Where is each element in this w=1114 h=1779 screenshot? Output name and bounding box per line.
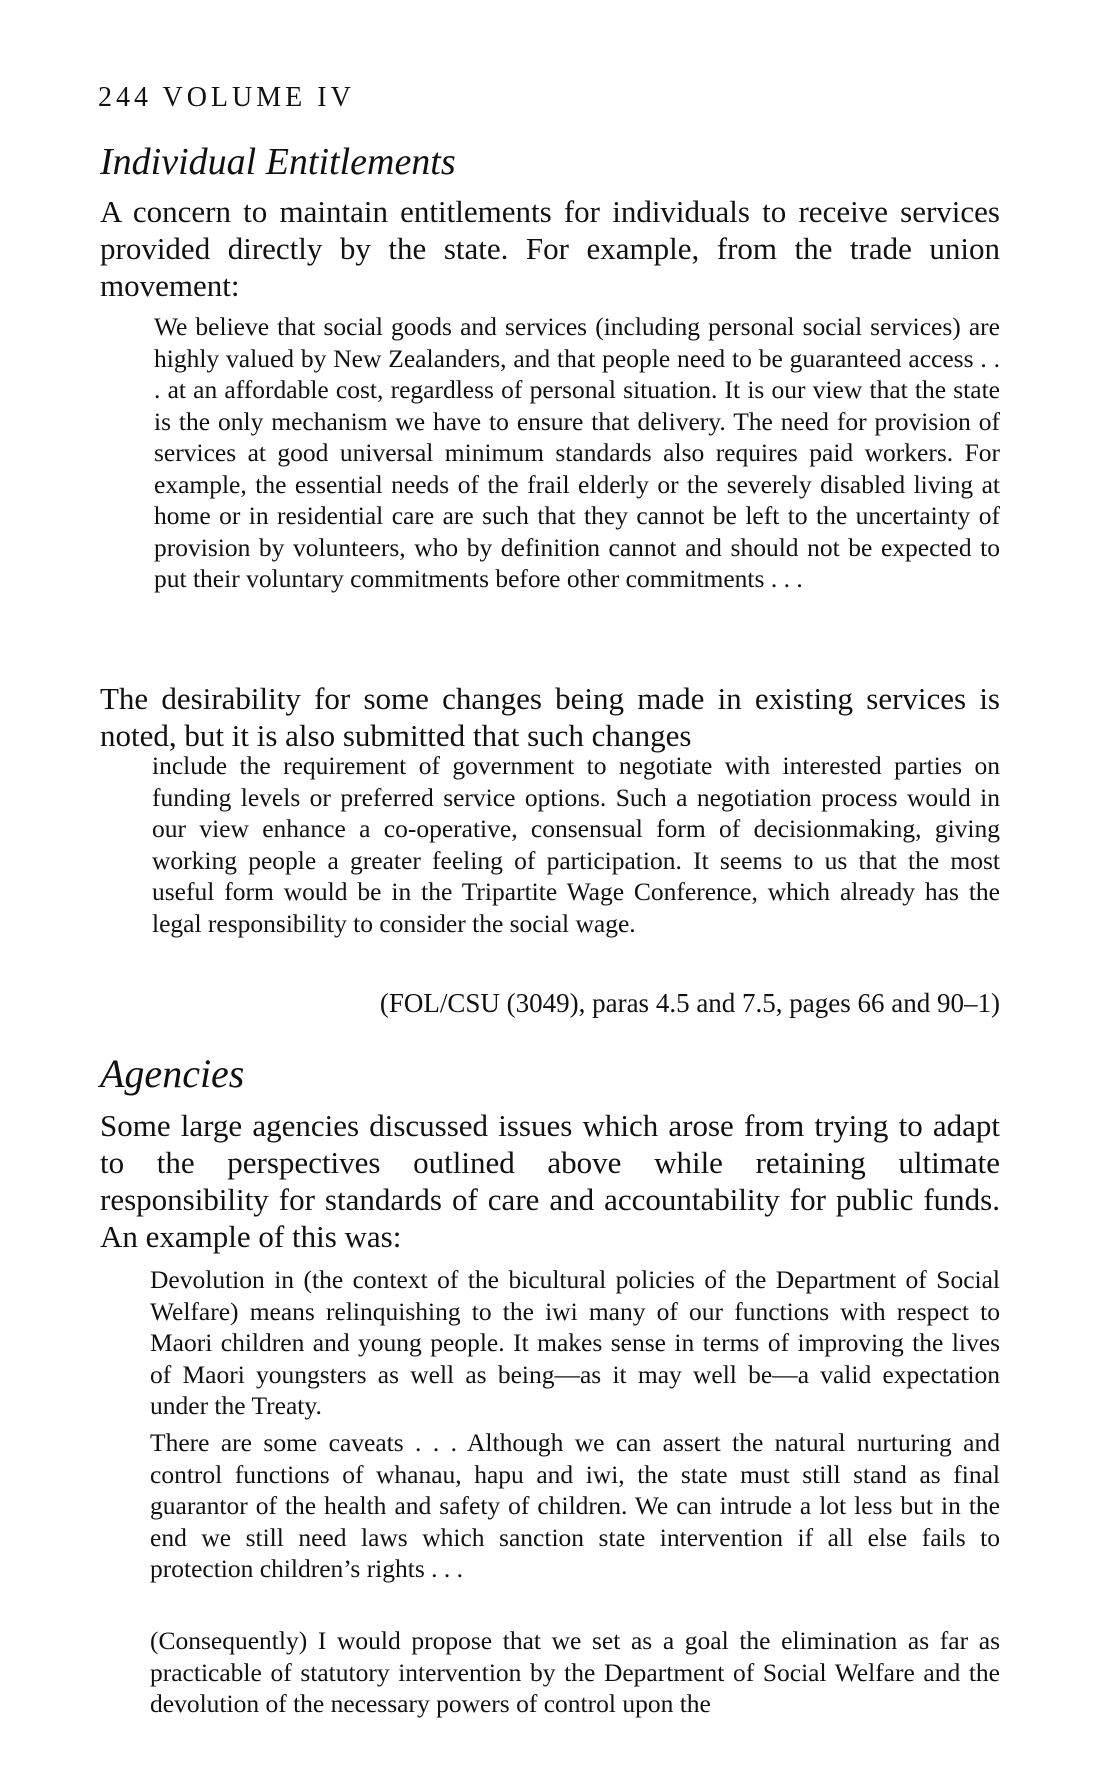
body-paragraph-entitlements-intro: A concern to maintain entitlements for individuals to receive services provided directly by the state. For example, from the trade union movement: [100, 194, 1000, 303]
block-quote-devolution: Devolution in (the context of the bicultural policies of the Department of Social Welfare) means relinquishing to the iwi many of our functions with respect to Maori children and young people. It makes sense in terms of improving the lives of Maori youngsters as well as being—as it may well be—a valid expectation under the Treaty. [150, 1265, 1000, 1420]
section-heading-individual-entitlements: Individual Entitlements [100, 141, 456, 183]
section-heading-agencies: Agencies [100, 1051, 245, 1096]
citation: (FOL/CSU (3049), paras 4.5 and 7.5, pages 66 and 90–1) [379, 988, 1000, 1018]
body-paragraph-changes: The desirability for some changes being made in existing services is noted, but it is also submitted that such changes [100, 681, 1000, 753]
body-paragraph-agencies-intro: Some large agencies discussed issues which arose from trying to adapt to the perspectives outlined above while retaining ultimate responsibility for standards of care and accountability for public funds. An example of this was: [100, 1108, 1000, 1254]
page-header: 244 VOLUME IV [98, 82, 355, 113]
block-quote-consequently: (Consequently) I would propose that we set as a goal the elimination as far as practicable of statutory intervention by the Department of Social Welfare and the devolution of the necessary powers of control upon the [150, 1626, 1000, 1718]
block-quote-negotiation: include the requirement of government to negotiate with interested parties on funding levels or preferred service options. Such a negotiation process would in our view enhance a co-operative, consensual form of decisionmaking, giving working people a greater feeling of participation. It seems to us that the most useful form would be in the Tripartite Wage Conference, which already has the legal responsibility to consider the social wage. [152, 751, 1000, 938]
block-quote-caveats: There are some caveats . . . Although we can assert the natural nurturing and control functions of whanau, hapu and iwi, the state must still stand as final guarantor of the health and safety of children. We can intrude a lot less but in the end we still need laws which sanction state intervention if all else fails to protection children’s rights . . . [150, 1428, 1000, 1583]
block-quote-trade-union: We believe that social goods and services (including personal social services) are highly valued by New Zealanders, and that people need to be guaranteed access . . . at an affordable cost, regardless of personal situation. It is our view that the state is the only mechanism we have to ensure that delivery. The need for provision of services at good universal minimum standards also requires paid workers. For example, the essential needs of the frail elderly or the severely disabled living at home or in residential care are such that they cannot be left to the uncertainty of provision by volunteers, who by definition cannot and should not be expected to put their voluntary commitments before other commitments . . . [154, 312, 1000, 593]
